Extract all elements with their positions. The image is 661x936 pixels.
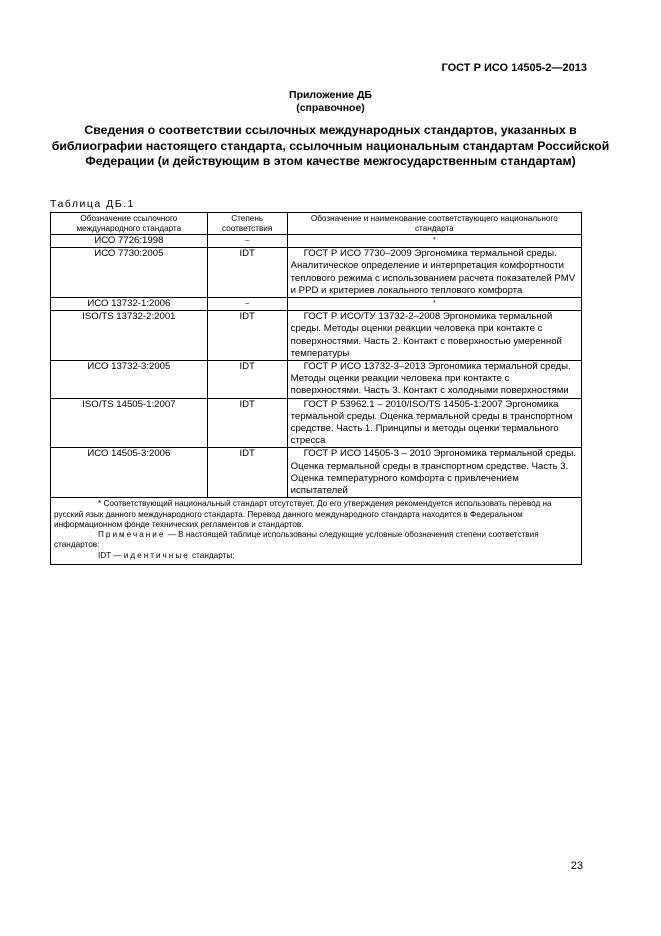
cell-degree: – xyxy=(207,235,287,248)
table-row xyxy=(51,398,582,448)
cell-ref: ISO/TS 13732-2:2001 xyxy=(51,311,208,361)
national-text: ГОСТ Р 53962.1 – 2010/ISO/TS 14505-1:2007 Эргономика термальной среды. Оценка термальной среды в транспортном средстве. Часть 1. Принципы и методы оценки термального стресса xyxy=(290,398,573,447)
table-row xyxy=(51,361,582,399)
cell-degree: – xyxy=(207,298,287,311)
national-text: ГОСТ Р ИСО 14505-3 – 2010 Эргономика термальной среды. Оценка термальной среды в транспортном средстве. Часть 3. Оценка температурного комфорта с привлечением испытателей xyxy=(290,448,576,497)
table-row xyxy=(51,448,582,498)
cell-national: * xyxy=(287,235,581,248)
cell-national xyxy=(287,311,581,361)
annex-subtitle: (справочное) xyxy=(296,102,365,114)
annex-title: Приложение ДБ xyxy=(289,89,372,101)
cell-degree: IDT xyxy=(207,361,287,399)
note-paragraph xyxy=(54,530,578,551)
table-footnote xyxy=(51,498,582,565)
table-label: Таблица ДБ.1 xyxy=(50,198,135,210)
cell-national xyxy=(287,248,581,298)
cell-national: * xyxy=(287,298,581,311)
legend-code: IDT — xyxy=(98,550,122,560)
national-text: ГОСТ Р ИСО 13732-3–2013 Эргономика термальной среды. Методы оценки реакции человека при контакте с поверхностями. Часть 3. Контакт с холодными поверхностями xyxy=(290,361,571,397)
note-text: — В настоящей таблице использованы следующие условные обозначения степени соответствия стандартов: xyxy=(54,530,539,550)
table-row xyxy=(51,298,582,311)
legend-paragraph xyxy=(54,551,578,561)
table-footnote-row xyxy=(51,498,582,565)
footnote-text: * Соответствующий национальный стандарт отсутствует. До его утверждения рекомендуется использовать перевод на русский язык данного международного стандарта. Перевод данного международного стандарта находится в Федеральном информационном фонде технических регламентов и стандартов. xyxy=(54,499,552,529)
page-number: 23 xyxy=(570,860,583,872)
national-text: ГОСТ Р ИСО 7730–2009 Эргономика термальной среды. Аналитическое определение и интерпретация комфортности теплового режима с использованием расчета показателей PMV и PPD и критериев локального теплового комфорта xyxy=(290,248,576,296)
note-label: Примечание xyxy=(98,530,166,540)
cell-ref: ИСО 7726:1998 xyxy=(51,235,208,248)
correspondence-table xyxy=(50,212,582,565)
cell-ref: ИСО 13732-1:2006 xyxy=(51,298,208,311)
cell-degree: IDT xyxy=(207,448,287,498)
cell-degree: IDT xyxy=(207,398,287,448)
standard-code: ГОСТ Р ИСО 14505-2—2013 xyxy=(441,62,587,74)
cell-ref: ИСО 14505-3:2006 xyxy=(51,448,208,498)
cell-degree: IDT xyxy=(207,311,287,361)
cell-national xyxy=(287,361,581,399)
cell-degree: IDT xyxy=(207,248,287,298)
table-header-row xyxy=(51,213,582,235)
table-row xyxy=(51,235,582,248)
header-ref: Обозначение ссылочного международного стандарта xyxy=(51,213,208,235)
table-row xyxy=(51,248,582,298)
cell-national xyxy=(287,448,581,498)
header-national: Обозначение и наименование соответствующего национального стандарта xyxy=(287,213,581,235)
cell-ref: ИСО 13732-3:2005 xyxy=(51,361,208,399)
cell-ref: ISO/TS 14505-1:2007 xyxy=(51,398,208,448)
legend-suffix: стандарты; xyxy=(189,550,235,560)
table-row xyxy=(51,311,582,361)
cell-national xyxy=(287,398,581,448)
national-text: ГОСТ Р ИСО/ТУ 13732-2–2008 Эргономика термальной среды. Методы оценки реакции человека при контакте с поверхностями. Часть 2. Контакт с поверхностью умеренной температуры xyxy=(290,311,562,359)
header-degree: Степень соответствия xyxy=(207,213,287,235)
cell-ref: ИСО 7730:2005 xyxy=(51,248,208,298)
legend-text: идентичные xyxy=(123,550,190,560)
annex-heading: Сведения о соответствии ссылочных международных стандартов, указанных в библиографии настоящего стандарта, ссылочным национальным стандартам Российской Федерации (и действующим в этом качестве межгосударственным стандартам) xyxy=(51,123,610,168)
